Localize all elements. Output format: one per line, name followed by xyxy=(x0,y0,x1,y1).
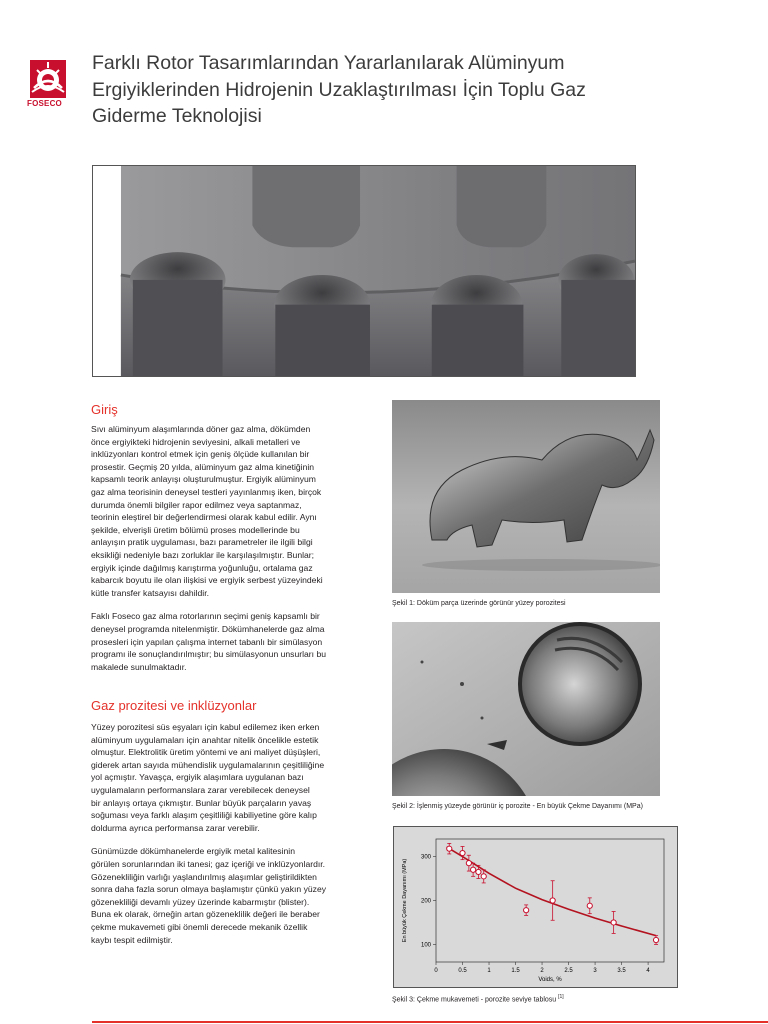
paragraph: Faklı Foseco gaz alma rotorlarının seçimi geniş kapsamlı bir deneysel programda nitelenmiştir. Dökümhanelerde gaz alma prosesleri için yapılan çalışma internet tabanlı bir simülasyon programı ile sonuçlandırılmıştır; bu simülasyonun unsurları bu makalede sunulmaktadır. xyxy=(91,611,327,672)
title-line: Giderme Teknolojisi xyxy=(92,105,262,127)
x-tick-label: 2 xyxy=(540,968,544,974)
y-tick-label: 200 xyxy=(420,898,431,905)
x-tick-label: 3.5 xyxy=(617,968,626,974)
y-tick-label: 100 xyxy=(420,942,431,949)
y-axis-label: En büyük Çekme Dayanımı (MPa) xyxy=(402,858,408,943)
data-point xyxy=(524,908,529,913)
x-tick-label: 4 xyxy=(646,968,650,974)
figure-3-chart xyxy=(393,826,678,988)
figure-3-caption-text: Şekil 3: Çekme mukavemeti - porozite seviye tablosu xyxy=(392,996,557,1004)
x-tick-label: 1 xyxy=(487,968,491,974)
logo-wordmark: FOSECO xyxy=(27,99,62,108)
title-line: Ergiyiklerinden Hidrojenin Uzaklaştırılması İçin Toplu Gaz xyxy=(92,78,586,101)
section-heading-porosity: Gaz prozitesi ve inklüzyonlar xyxy=(91,698,257,713)
x-tick-label: 1.5 xyxy=(511,968,520,974)
x-tick-label: 2.5 xyxy=(564,968,573,974)
porosity-body xyxy=(91,721,374,946)
figure-1-photo xyxy=(392,400,660,593)
figure-3-caption xyxy=(392,994,564,1003)
section-heading-intro: Giriş xyxy=(91,402,118,417)
x-axis-label: Voids, % xyxy=(538,977,562,983)
x-tick-label: 3 xyxy=(593,968,597,974)
data-point xyxy=(460,850,465,855)
data-point xyxy=(476,869,481,874)
page-title xyxy=(92,50,692,130)
figure-2-caption: Şekil 2: İşlenmiş yüzeyde görünür iç porozite - En büyük Çekme Dayanımı (MPa) xyxy=(392,803,643,810)
data-point xyxy=(653,937,658,942)
figure-2-photo xyxy=(392,622,660,796)
rotor-photo xyxy=(92,165,636,377)
chart-axes xyxy=(421,839,664,974)
x-tick-label: 0 xyxy=(434,968,438,974)
paragraph: Sıvı alüminyum alaşımlarında döner gaz alma, dökümden önce ergiyikteki hidrojenin seviyesini, alkali metalleri ve inklüzyonları kontrol etmek için geniş ölçüde kullanılan bir prosestir. Geçmiş 20 yılda, alüminyum gaz alma kinetiğinin kapsamlı teorik anlayışı oluşturulmuştur. Ergiyik alüminyum gaz alma teorisinin deneysel testleri yayınlanmış iken, birçok durumda önemli bilgiler rapor edilmez veya saptanmaz, teorinin eleştirel bir değerlendirmesi olarak kabul edilir. Aynı şekilde, elverişli üretim bölümü proses modellerinde bu anlayışın pratik uygulaması, bazı parametreler ile ilgili bilgi eksikliği nedeniyle bazı zorluklar ile karşılaşılmıştır. Bunlar; ergiyik içinde dağılmış karıştırma yoğunluğu, ortalama gaz kabarcık boyutu ile olan ilişkisi ve ergiyik serbest yüzeyindeki kütle transfer katsayısı dahildir. xyxy=(91,424,323,598)
footer-rule xyxy=(92,1021,768,1023)
data-point xyxy=(587,903,592,908)
data-point xyxy=(447,846,452,851)
data-point xyxy=(471,867,476,872)
data-point xyxy=(481,874,486,879)
figure-3-reference: [1] xyxy=(558,994,564,1000)
title-line: Farklı Rotor Tasarımlarından Yararlanılarak Alüminyum xyxy=(92,52,565,74)
paragraph: Günümüzde dökümhanelerde ergiyik metal kalitesinin görülen sorunlarından iki tanesi; gaz içeriği ve inklüzyonlardır. Gözenekliliğin varlığı yaşlandırılmış alaşımlar geliştirildikten sonra daha fazla sorun olmaya başlamıştır çünkü yakın yüzey gözenekliliği devamlı yüzey üzerinde kabarmıştır (blister). Buna ek olarak, örneğin artan gözeneklilik değeri ile beraber çekme mukavemeti gibi önemli derecede mekanik özellik kaybı tespit edilmiştir. xyxy=(91,846,327,945)
intro-body xyxy=(91,423,374,673)
data-point xyxy=(550,898,555,903)
figure-1-caption: Şekil 1: Döküm parça üzerinde görünür yüzey porozitesi xyxy=(392,600,566,607)
y-tick-label: 300 xyxy=(420,854,431,861)
data-point xyxy=(466,861,471,866)
x-tick-label: 0.5 xyxy=(458,968,467,974)
chart-canvas xyxy=(394,827,677,987)
paragraph: Yüzey porozitesi süs eşyaları için kabul edilemez iken erken alüminyum uygulamaları için anahtar nitelik öncelikle estetik olmuştur. Elektrolitik üretim yöntemi ve ani maliyet düşüşleri, giderek artan sayıda mühendislik uygulamalarının çeşitliliğine yol açmıştır. Yavaşça, ergiyik alaşımlara uygulanan bazı uygulamaların performanslara zarar verebilecek deneysel bir anlayış ortaya çıkmıştır. Bunlar büyük parçaların yavaş soğuması veya farklı alaşım çeşitliliği kabiliyetine göre kalıp doldurma ayrıca performansa zarar verebilir. xyxy=(91,722,325,833)
data-point xyxy=(611,920,616,925)
